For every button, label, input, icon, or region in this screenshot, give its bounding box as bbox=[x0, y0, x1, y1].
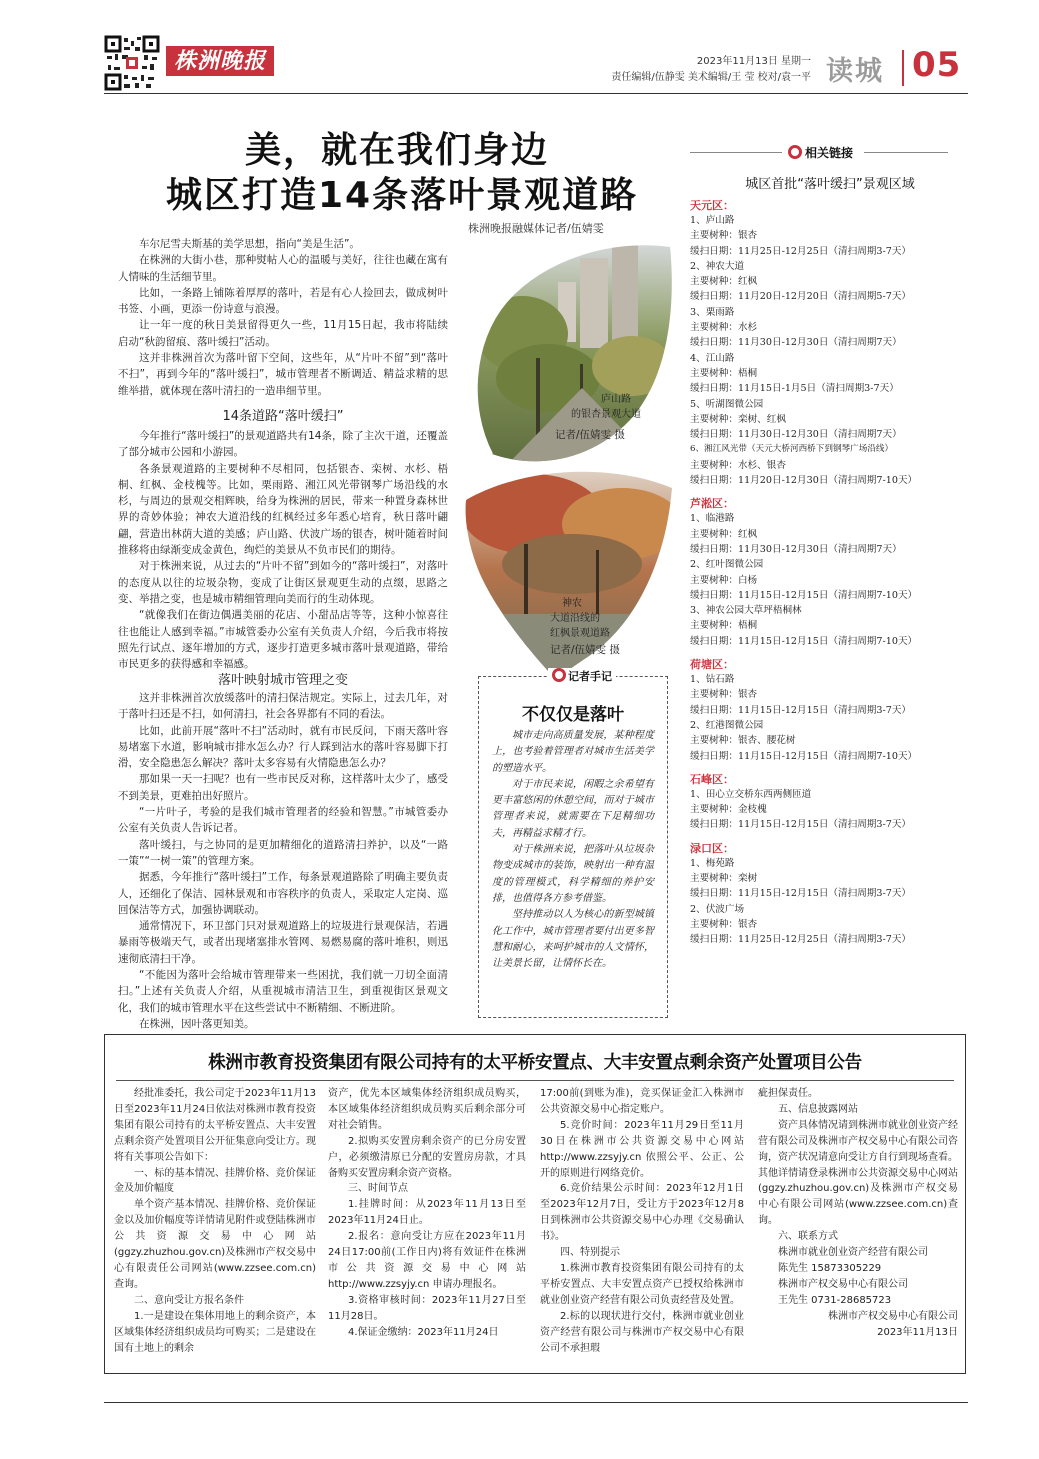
district-name: 荷塘区： bbox=[690, 658, 734, 672]
notice-paragraph: 17:00前(到账为准)，竞买保证金汇入株洲市公共资源交易中心指定账户。 bbox=[540, 1088, 744, 1115]
section1-paragraph: 各条景观道路的主要树种不尽相同，包括银杏、栾树、水杉、梧桐、红枫、金枝槐等。比如，栗雨路、湘江风光带钢琴广场沿线的水杉，与周边的景观交相辉映，给身为株洲的居民，带来一种置身森林世界的奇妙体验；神农大道沿线的红枫经过多年悉心培育，秋日落叶翩翩，营造出林荫大道的美感；庐山路、伏波广场的银杏，树叶随着时间推移将由绿渐变成金黄色，绚烂的美景从不负市民们的期待。 bbox=[118, 462, 448, 557]
tag-dot-icon bbox=[552, 668, 566, 682]
district-name: 天元区： bbox=[690, 199, 734, 212]
district-line: 2、神农大道 bbox=[690, 260, 745, 272]
notice-paragraph: 资产，优先本区域集体经济组织成员购买，本区域集体经济组织成员购买后剩余部分可对社会销售。 bbox=[328, 1088, 526, 1131]
section2-heading: 落叶映射城市管理之变 bbox=[217, 673, 348, 688]
section2-paragraph: 落叶缓扫，与之协同的是更加精细化的道路清扫养护，以及“一路一策”“一树一策”的管理方案。 bbox=[118, 838, 448, 867]
notice-title: 株洲市教育投资集团有限公司持有的太平桥安置点、大丰安置点剩余资产处置项目公告 bbox=[208, 1053, 862, 1073]
notice-paragraph: 2.标的以现状进行交付，株洲市就业创业资产经营有限公司与株洲市产权交易中心有限公司不承担瑕 bbox=[540, 1310, 744, 1354]
photo1-credit: 记者/伍婧雯 摄 bbox=[555, 429, 625, 441]
district-line: 主要树种：梧桐 bbox=[690, 620, 758, 632]
intro-paragraph: 让一年一度的秋日美景留得更久一些，11月15日起，我市将陆续启动“秋韵留痕、落叶缓扫”活动。 bbox=[118, 319, 448, 348]
district-line: 缓扫日期：11月15日-12月15日（清扫周期3-7天） bbox=[690, 888, 912, 900]
district-line: 缓扫日期：11月15日-12月15日（清扫周期3-7天） bbox=[690, 704, 912, 716]
notice-paragraph: 二、意向受让方报名条件 bbox=[134, 1294, 244, 1306]
district-line: 2、伏波广场 bbox=[690, 903, 745, 915]
section-name: 读城 bbox=[826, 56, 884, 87]
district-line: 缓扫日期：11月15日-12月15日（清扫周期7-10天） bbox=[690, 635, 918, 647]
notice-title-rule bbox=[116, 1080, 954, 1081]
district-line: 1、钻石路 bbox=[690, 674, 735, 686]
notice-paragraph: 株洲市就业创业资产经营有限公司 bbox=[778, 1247, 928, 1259]
district-line: 1、临港路 bbox=[690, 513, 735, 525]
district-block-lukou bbox=[690, 841, 970, 948]
headline-1: 美，就在我们身边 bbox=[245, 130, 550, 171]
commentary-body bbox=[492, 728, 654, 972]
commentary-paragraph: 对于市民来说，闲暇之余希望有更丰富悠闲的休憩空间，而对于城市管理者来说，就需要在下足精细功夫，再精益求精才行。 bbox=[492, 778, 654, 839]
photo1-caption-line: 的银杏景观大道 bbox=[571, 409, 641, 420]
article-section2 bbox=[118, 690, 448, 1032]
district-line: 主要树种：水杉、银杏 bbox=[690, 459, 786, 471]
district-line: 主要树种：栾树、红枫 bbox=[690, 413, 786, 425]
district-line: 缓扫日期：11月15日-12月15日（清扫周期3-7天） bbox=[690, 819, 912, 831]
district-block-lusong bbox=[690, 496, 970, 649]
notice-paragraph: 5.竞价时间：2023年11月29日至11月30日在株洲市公共资源交易中心网站 http://www.zzsyjy.cn 依照公平、公正、公开的原则进行网络竞价。 bbox=[540, 1119, 744, 1179]
district-line: 1、梅苑路 bbox=[690, 857, 735, 869]
district-name: 石峰区： bbox=[690, 772, 734, 786]
commentary-paragraph: 坚持推动以人为核心的新型城镇化工作中，城市管理者要付出更多智慧和耐心，来呵护城市的人文情怀，让美景长留，让情怀长在。 bbox=[492, 909, 654, 970]
notice-paragraph: 三、时间节点 bbox=[348, 1183, 408, 1195]
tag-dot-icon bbox=[788, 145, 802, 159]
notice-paragraph: 一、标的基本情况、挂牌价格、竞价保证金及加价幅度 bbox=[114, 1167, 316, 1195]
district-name: 芦淞区： bbox=[690, 497, 734, 511]
photo1-caption bbox=[555, 392, 641, 422]
district-line: 主要树种：梧桐 bbox=[690, 367, 758, 379]
intro-paragraph: 在株洲的大街小巷，那种熨帖人心的温暖与美好，往往也藏在寓有人情味的生活细节里。 bbox=[118, 254, 448, 283]
section2-paragraph: 据悉，今年推行“落叶缓扫”工作，每条景观道路除了明确主要负责人，还细化了保洁、园林景观和市容秩序的负责人，采取定人定岗、巡回保洁等方式，加强协调联动。 bbox=[118, 871, 448, 916]
district-line: 4、江山路 bbox=[690, 352, 735, 364]
district-line: 主要树种：银杏、腰花树 bbox=[690, 735, 796, 747]
header-rule bbox=[104, 93, 968, 94]
district-line: 3、栗雨路 bbox=[690, 306, 735, 318]
notice-col4 bbox=[758, 1086, 958, 1341]
section1-paragraph: 今年推行“落叶缓扫”的景观道路共有14条，除了主次干道，还覆盖了部分城市公园和小游园。 bbox=[118, 430, 448, 459]
district-line: 1、田心立交桥东西两侧匝道 bbox=[690, 788, 812, 800]
commentary-title: 不仅仅是落叶 bbox=[522, 705, 624, 725]
photo2-caption-line: 红枫景观道路 bbox=[550, 628, 610, 639]
district-line: 主要树种：白杨 bbox=[690, 574, 758, 586]
newspaper-logo bbox=[166, 46, 274, 76]
district-line: 缓扫日期：11月20日-12月30日（清扫周期7-10天） bbox=[690, 475, 918, 487]
notice-paragraph: 王先生 0731-28685723 bbox=[778, 1294, 892, 1306]
section2-paragraph: “一片叶子，考验的是我们城市管理者的经验和智慧。”市城管委办公室有关负责人告诉记者。 bbox=[118, 806, 448, 835]
notice-signature: 株洲市产权交易中心有限公司 bbox=[828, 1310, 958, 1322]
article-section1 bbox=[118, 428, 448, 672]
article-intro bbox=[118, 236, 448, 399]
sidebar-tag bbox=[788, 144, 853, 161]
district-line: 缓扫日期：11月15日-12月15日（清扫周期7-10天） bbox=[690, 589, 918, 601]
commentary-paragraph: 城市走向高质量发展，某种程度上，也考验着管理者对城市生活美学的塑造水平。 bbox=[492, 730, 654, 774]
section2-paragraph: 通常情况下，环卫部门只对景观道路上的垃圾进行景观保洁，若遇暴雨等极端天气，或者出现堵塞排水管网、易燃易腐的落叶堆积，则迅速彻底清扫干净。 bbox=[118, 920, 448, 965]
notice-paragraph: 陈先生 15873305229 bbox=[778, 1262, 882, 1274]
photo2-caption-line: 神农 bbox=[562, 598, 582, 609]
notice-paragraph: 四、特别提示 bbox=[560, 1247, 620, 1259]
district-name: 渌口区： bbox=[690, 841, 734, 855]
notice-paragraph: 1.株洲市教育投资集团有限公司持有的太平桥安置点、大丰安置点资产已授权给株洲市就业创业资产经营有限公司负责经营及处置。 bbox=[540, 1262, 744, 1306]
section2-paragraph: 那如果一天一扫呢？也有一些市民反对称，这样落叶太少了，感受不到美景，更难拍出好照片。 bbox=[118, 773, 448, 802]
notice-paragraph: 2.报名：意向受让方应在2023年11月24日17:00前(工作日内)将有效证件在株洲市公共资源交易中心网站 http://www.zzsyjy.cn 申请办理报名。 bbox=[328, 1231, 526, 1290]
district-line: 缓扫日期：11月30日-12月30日（清扫周期7天） bbox=[690, 337, 902, 349]
sidebar-tag-rule bbox=[690, 152, 782, 153]
intro-paragraph: 车尔尼雪夫斯基的美学思想，指向“美是生活”。 bbox=[139, 238, 360, 250]
notice-date: 2023年11月13日 bbox=[877, 1326, 958, 1338]
page-number: 05 bbox=[912, 45, 962, 85]
district-line: 5、听湖图微公园 bbox=[690, 398, 764, 410]
district-list bbox=[690, 190, 970, 947]
section1-heading: 14条道路“落叶缓扫” bbox=[222, 409, 344, 424]
district-line: 1、庐山路 bbox=[690, 215, 735, 226]
notice-paragraph: 3.资格审核时间：2023年11月27日至11月28日。 bbox=[328, 1294, 526, 1322]
photo2-credit: 记者/伍婧雯 摄 bbox=[550, 644, 620, 656]
section1-paragraph: “就像我们在街边偶遇美丽的花店、小甜品店等等，这种小惊喜往往也能让人感到幸福。”市城管委办公室有关负责人介绍，今后我市将按照先行试点、逐年增加的方式，逐步打造更多城市落叶景观道路，带给市民更多的获得感和幸福感。 bbox=[118, 609, 448, 671]
qr-code bbox=[104, 35, 160, 91]
district-line: 6、湘江风光带（天元大桥河西桥下到钢琴广场沿线） bbox=[690, 444, 894, 455]
commentary-tag bbox=[548, 668, 616, 684]
section2-paragraph: 在株洲，因叶落更知美。 bbox=[139, 1017, 255, 1030]
notice-col3 bbox=[540, 1086, 744, 1356]
district-line: 2、红叶图微公园 bbox=[690, 559, 764, 571]
sidebar-title: 城区首批“落叶缓扫”景观区域 bbox=[745, 177, 915, 192]
district-line: 主要树种：银杏 bbox=[690, 689, 758, 701]
notice-paragraph: 单个资产基本情况、挂牌价格、竞价保证金以及加价幅度等详情请见附件或登陆株洲市公共资源交易中心网站(ggzy.zhuzhou.gov.cn)及株洲市产权交易中心有限责任公司网站(www.zzsee.com.cn)查询。 bbox=[114, 1199, 316, 1290]
intro-paragraph: 比如，一条路上铺陈着厚厚的落叶，若是有心人捡回去，做成树叶书签、小画，更添一份诗意与浪漫。 bbox=[118, 286, 448, 316]
district-line: 3、神农公园大草坪梧桐林 bbox=[690, 605, 802, 617]
district-line: 主要树种：金枝槐 bbox=[690, 804, 767, 816]
district-block-hetang bbox=[690, 657, 970, 764]
district-line: 主要树种：栾树 bbox=[690, 872, 758, 884]
notice-col1 bbox=[114, 1086, 316, 1356]
commentary-paragraph: 对于株洲来说，把落叶从垃圾杂物变成城市的装饰，映射出一种有温度的管理模式，科学精细的养护安排，也值得各方参考借鉴。 bbox=[492, 844, 654, 904]
section2-paragraph: 比如，此前开展“落叶不扫”活动时，就有市民反问，下雨天落叶容易堵塞下水道，影响城市排水怎么办？行人踩到沾水的落叶容易脚下打滑，安全隐患怎么解决？落叶太多容易有火情隐患怎么办？ bbox=[118, 724, 448, 770]
footer-rule bbox=[104, 1402, 968, 1403]
intro-paragraph: 这并非株洲首次为落叶留下空间，这些年，从“片叶不留”到“落叶不扫”，再到今年的“落叶缓扫”，城市管理者不断调适、精益求精的思维举措，就体现在落叶清扫的一造串细节里。 bbox=[118, 352, 448, 397]
photo2-caption-line: 大道沿线的 bbox=[550, 613, 600, 624]
byline: 株洲晚报融媒体记者/伍婧雯 bbox=[468, 222, 604, 235]
notice-col2 bbox=[328, 1086, 526, 1341]
notice-paragraph: 六、联系方式 bbox=[778, 1231, 838, 1243]
district-block-tianyuan bbox=[690, 198, 970, 488]
notice-paragraph: 1.挂牌时间：从2023年11月13日至2023年11月24日止。 bbox=[328, 1199, 526, 1227]
section2-paragraph: “不能因为落叶会给城市管理带来一些困扰，我们就一刀切全面清扫。”上述有关负责人介绍，从重视城市清洁卫生，到重视街区景观文化，我们的城市管理水平在这些尝试中不断精细、不断进阶。 bbox=[118, 969, 448, 1014]
district-line: 缓扫日期：11月30日-12月30日（清扫周期7天） bbox=[690, 543, 902, 555]
header-editors: 责任编辑/伍静雯 美术编辑/王 莹 校对/袁一平 bbox=[611, 72, 811, 83]
section1-paragraph: 对于株洲来说，从过去的“片叶不留”到如今的“落叶缓扫”，对落叶的态度从以往的垃圾杂物，变成了让街区景观更生动的点缀，思路之变、举措之变，也是城市精细管理向美而行的生动体现。 bbox=[118, 560, 448, 605]
district-block-shifeng bbox=[690, 772, 970, 833]
district-line: 缓扫日期：11月25日-12月25日（清扫周期3-7天） bbox=[690, 245, 912, 257]
district-line: 主要树种：银杏 bbox=[690, 230, 758, 242]
notice-paragraph: 疵担保责任。 bbox=[758, 1088, 818, 1099]
headline-2: 城区打造14条落叶景观道路 bbox=[166, 175, 639, 216]
notice-paragraph: 2.拟购买安置房剩余资产的已分房安置户，必须缴清原已分配的安置房房款，才具备购买安置房剩余资产资格。 bbox=[328, 1135, 526, 1179]
notice-paragraph: 株洲市产权交易中心有限公司 bbox=[778, 1278, 908, 1290]
district-line: 缓扫日期：11月20日-12月20日（清扫周期5-7天） bbox=[690, 291, 912, 303]
notice-paragraph: 资产具体情况请到株洲市就业创业资产经营有限公司及株洲市产权交易中心有限公司咨询，资产状况请意向受让方自行到现场查看。其他详情请登录株洲市公共资源交易中心网站(ggzy.zhuzhou.gov.cn)及株洲市产权交易中心有限公司网站(www.zzsee.com.cn)查询。 bbox=[758, 1119, 958, 1227]
district-line: 2、红港图微公园 bbox=[690, 719, 764, 731]
sidebar-tag-rule bbox=[864, 152, 948, 153]
photo2-caption bbox=[550, 596, 630, 641]
sidebar-tag-label: 相关链接 bbox=[805, 146, 854, 160]
district-line: 主要树种：银杏 bbox=[690, 918, 758, 930]
district-line: 主要树种：红枫 bbox=[690, 528, 758, 540]
notice-paragraph: 1.一是建设在集体用地上的剩余资产，本区域集体经济组织成员均可购买；二是建设在国有土地上的剩余 bbox=[114, 1310, 316, 1354]
district-line: 缓扫日期：11月15日-12月15日（清扫周期7-10天） bbox=[690, 750, 918, 762]
district-line: 缓扫日期：11月25日-12月25日（清扫周期3-7天） bbox=[690, 934, 912, 946]
header-date: 2023年11月13日 星期一 bbox=[696, 56, 811, 67]
notice-paragraph: 4.保证金缴纳：2023年11月24日 bbox=[348, 1326, 499, 1338]
photo1-caption-line: 庐山路 bbox=[601, 394, 631, 405]
header-separator bbox=[902, 50, 904, 86]
notice-paragraph: 6.竞价结果公示时间：2023年12月1日至2023年12月7日，受让方于2023年12月8日到株洲市公共资源交易中心办理《交易确认书》。 bbox=[540, 1183, 744, 1243]
district-line: 缓扫日期：11月15日-1月5日（清扫周期3-7天） bbox=[690, 383, 899, 395]
notice-paragraph: 五、信息披露网站 bbox=[778, 1103, 858, 1115]
district-line: 主要树种：红枫 bbox=[690, 276, 758, 288]
district-line: 主要树种：水杉 bbox=[690, 322, 758, 334]
commentary-tag-label: 记者手记 bbox=[568, 670, 612, 683]
paper-name: 株洲晚报 bbox=[173, 48, 266, 74]
section2-paragraph: 这并非株洲首次放缓落叶的清扫保洁规定。实际上，过去几年，对于落叶扫还是不扫，如何清扫，社会各界都有不同的看法。 bbox=[118, 692, 448, 721]
notice-paragraph: 经批准委托，我公司定于2023年11月13日至2023年11月24日依法对株洲市教育投资集团有限公司持有的太平桥安置点、大丰安置点剩余资产处置项目公开征集意向受让方。现将有关事项公告如下： bbox=[114, 1088, 316, 1163]
district-line: 缓扫日期：11月30日-12月30日（清扫周期7天） bbox=[690, 429, 902, 441]
